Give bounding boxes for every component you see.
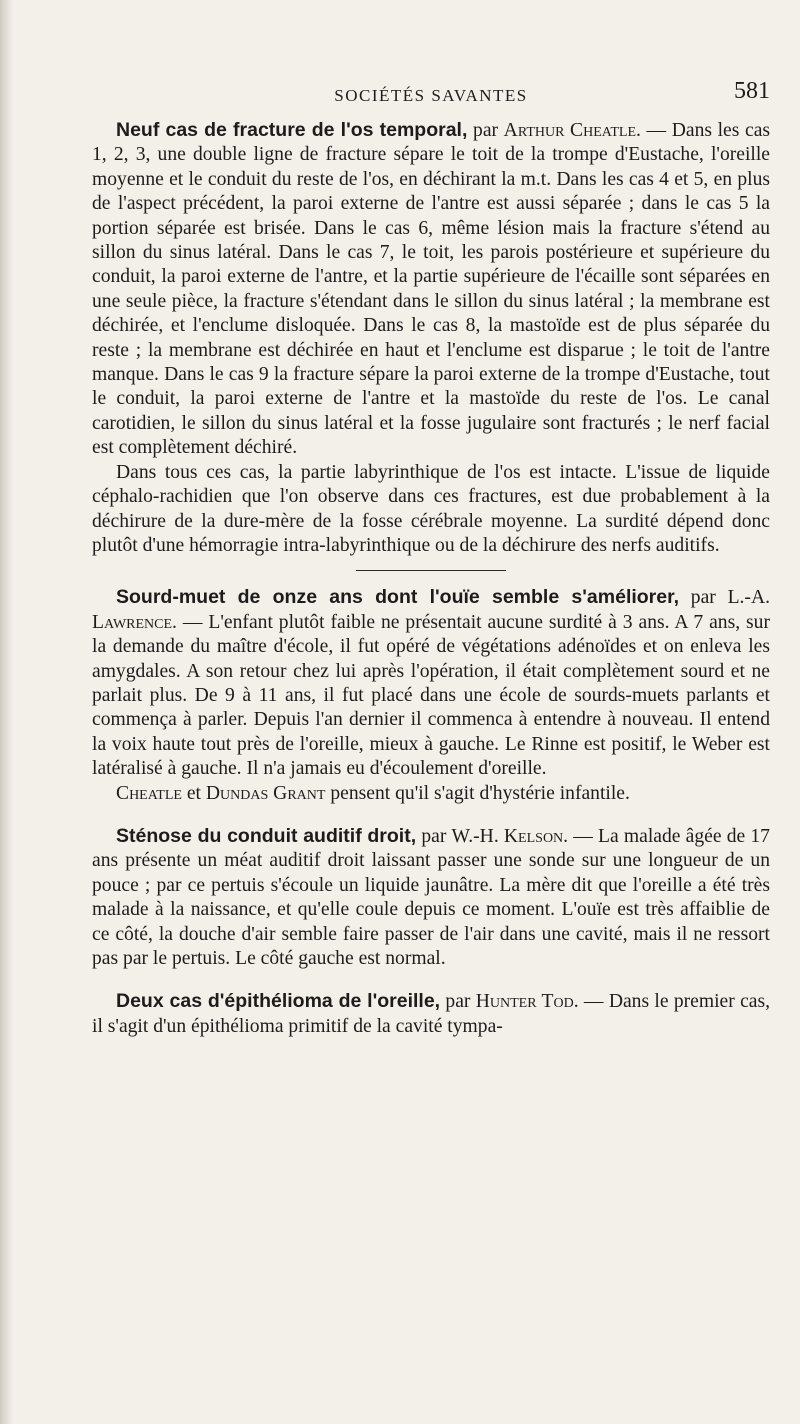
article-body: — Dans les cas 1, 2, 3, une double ligne de fracture sépare le toit de la trompe d'Eustache, l'oreille moyenne et le conduit du reste de l'os, en déchirant la m.t. Dans les cas 4 et 5, en plus de l'aspect précédent, la paroi externe de l'antre est aussi séparée ; dans le cas 5 la portion séparée est brisée. Dans le cas 6, même lésion mais la fracture s'étend au sillon du sinus latéral. Dans le cas 7, le toit, les parois postérieure et supérieure du conduit, la paroi externe de l'antre, et la partie supérieure de l'écaille sont séparées en une seule pièce, la fracture s'étendant dans le sillon du sinus latéral ; la membrane est déchirée, et l'enclume disloquée. Dans le cas 8, la mastoïde est de plus séparée du reste ; la membrane est déchirée en haut et l'enclume est disparue ; le toit de l'antre manque. Dans le cas 9 la fracture sépare la paroi externe de la trompe d'Eustache, tout le conduit, la paroi externe de l'antre et la mastoïde du reste de l'os. Le canal carotidien, le sillon du sinus latéral et la fosse jugulaire sont fracturés ; le nerf facial est complètement déchiré. [92, 120, 771, 459]
article-paragraph [92, 824, 770, 971]
page-number: 581 [734, 78, 770, 104]
article-by: par [473, 120, 499, 141]
article-title: Sténose du conduit auditif droit, [116, 824, 417, 847]
article-title: Sourd-muet de onze ans dont l'ouïe semble s'améliorer, [116, 586, 680, 609]
article-by: par [445, 991, 471, 1013]
article-author: Hunter Tod. [475, 991, 579, 1013]
article-paragraph [92, 989, 770, 1039]
note-and: et [186, 782, 201, 804]
article-body: — Dans le premier cas, il s'agit d'un épithélioma primitif de la cavité tympa- [92, 991, 770, 1037]
article-temporal-fracture [92, 118, 770, 558]
section-divider [356, 570, 506, 571]
note-text: pensent qu'il s'agit d'hystérie infantile. [330, 782, 630, 804]
article-by: par [690, 587, 716, 609]
article-body: — La malade âgée de 17 ans présente un méat auditif droit laissant passer une sonde sur une longueur de un pouce ; par ce pertuis s'écoule un liquide jaunâtre. La mère dit que l'oreille a été très malade à la naissance, et qu'elle coule depuis ce moment. L'ouïe est très affaiblie de ce côté, la douche d'air semble faire passer de l'air dans une cavité, mais il ne ressort pas par le pertuis. Le côté gauche est normal. [92, 825, 770, 969]
note-author: Cheatle [116, 782, 182, 804]
section-gap [92, 806, 770, 824]
article-author: Arthur Cheatle. [503, 120, 641, 141]
article-body: — L'enfant plutôt faible ne présentait aucune surdité à 3 ans. A 7 ans, sur la demande du maître d'école, il fut opéré de végétations adénoïdes et on enleva les amygdales. A son retour chez lui après l'opération, il était complètement sourd et ne parlait plus. De 9 à 11 ans, il fut placé dans une école de sourds-muets parlants et commença à parler. Depuis l'an dernier il commenca à entendre à nouveau. Il entend la voix haute tout près de l'oreille, mieux à gauche. Le Rinne est positif, le Weber est latéralisé à gauche. Il n'a jamais eu d'écoulement d'oreille. [92, 611, 770, 780]
article-paragraph [92, 585, 770, 781]
article-paragraph [92, 118, 770, 461]
article-by: par [421, 825, 447, 847]
section-gap [92, 971, 770, 989]
article-author: W.-H. Kelson. [451, 825, 569, 847]
article-epithelioma [92, 989, 770, 1039]
article-author: L.-A. Lawrence. [92, 587, 771, 633]
running-head: SOCIÉTÉS SAVANTES [334, 86, 528, 105]
article-deaf-mute [92, 585, 770, 806]
article-stenosis [92, 824, 770, 971]
page-edge-shadow [0, 0, 14, 1424]
article-paragraph: Dans tous ces cas, la partie labyrinthique de l'os est intacte. L'issue de liquide céphalo-rachidien que l'on observe dans ces fractures, est due probablement à la déchirure de la dure-mère de la fosse cérébrale moyenne. La surdité dépend donc plutôt d'une hémorragie intra-labyrinthique ou de la déchirure des nerfs auditifs. [92, 461, 770, 556]
article-note [92, 782, 770, 806]
page-header [92, 78, 770, 118]
article-title: Neuf cas de fracture de l'os temporal, [116, 119, 468, 141]
note-author: Dundas Grant [205, 782, 326, 804]
article-title: Deux cas d'épithélioma de l'oreille, [116, 990, 441, 1013]
document-page [92, 78, 770, 1039]
